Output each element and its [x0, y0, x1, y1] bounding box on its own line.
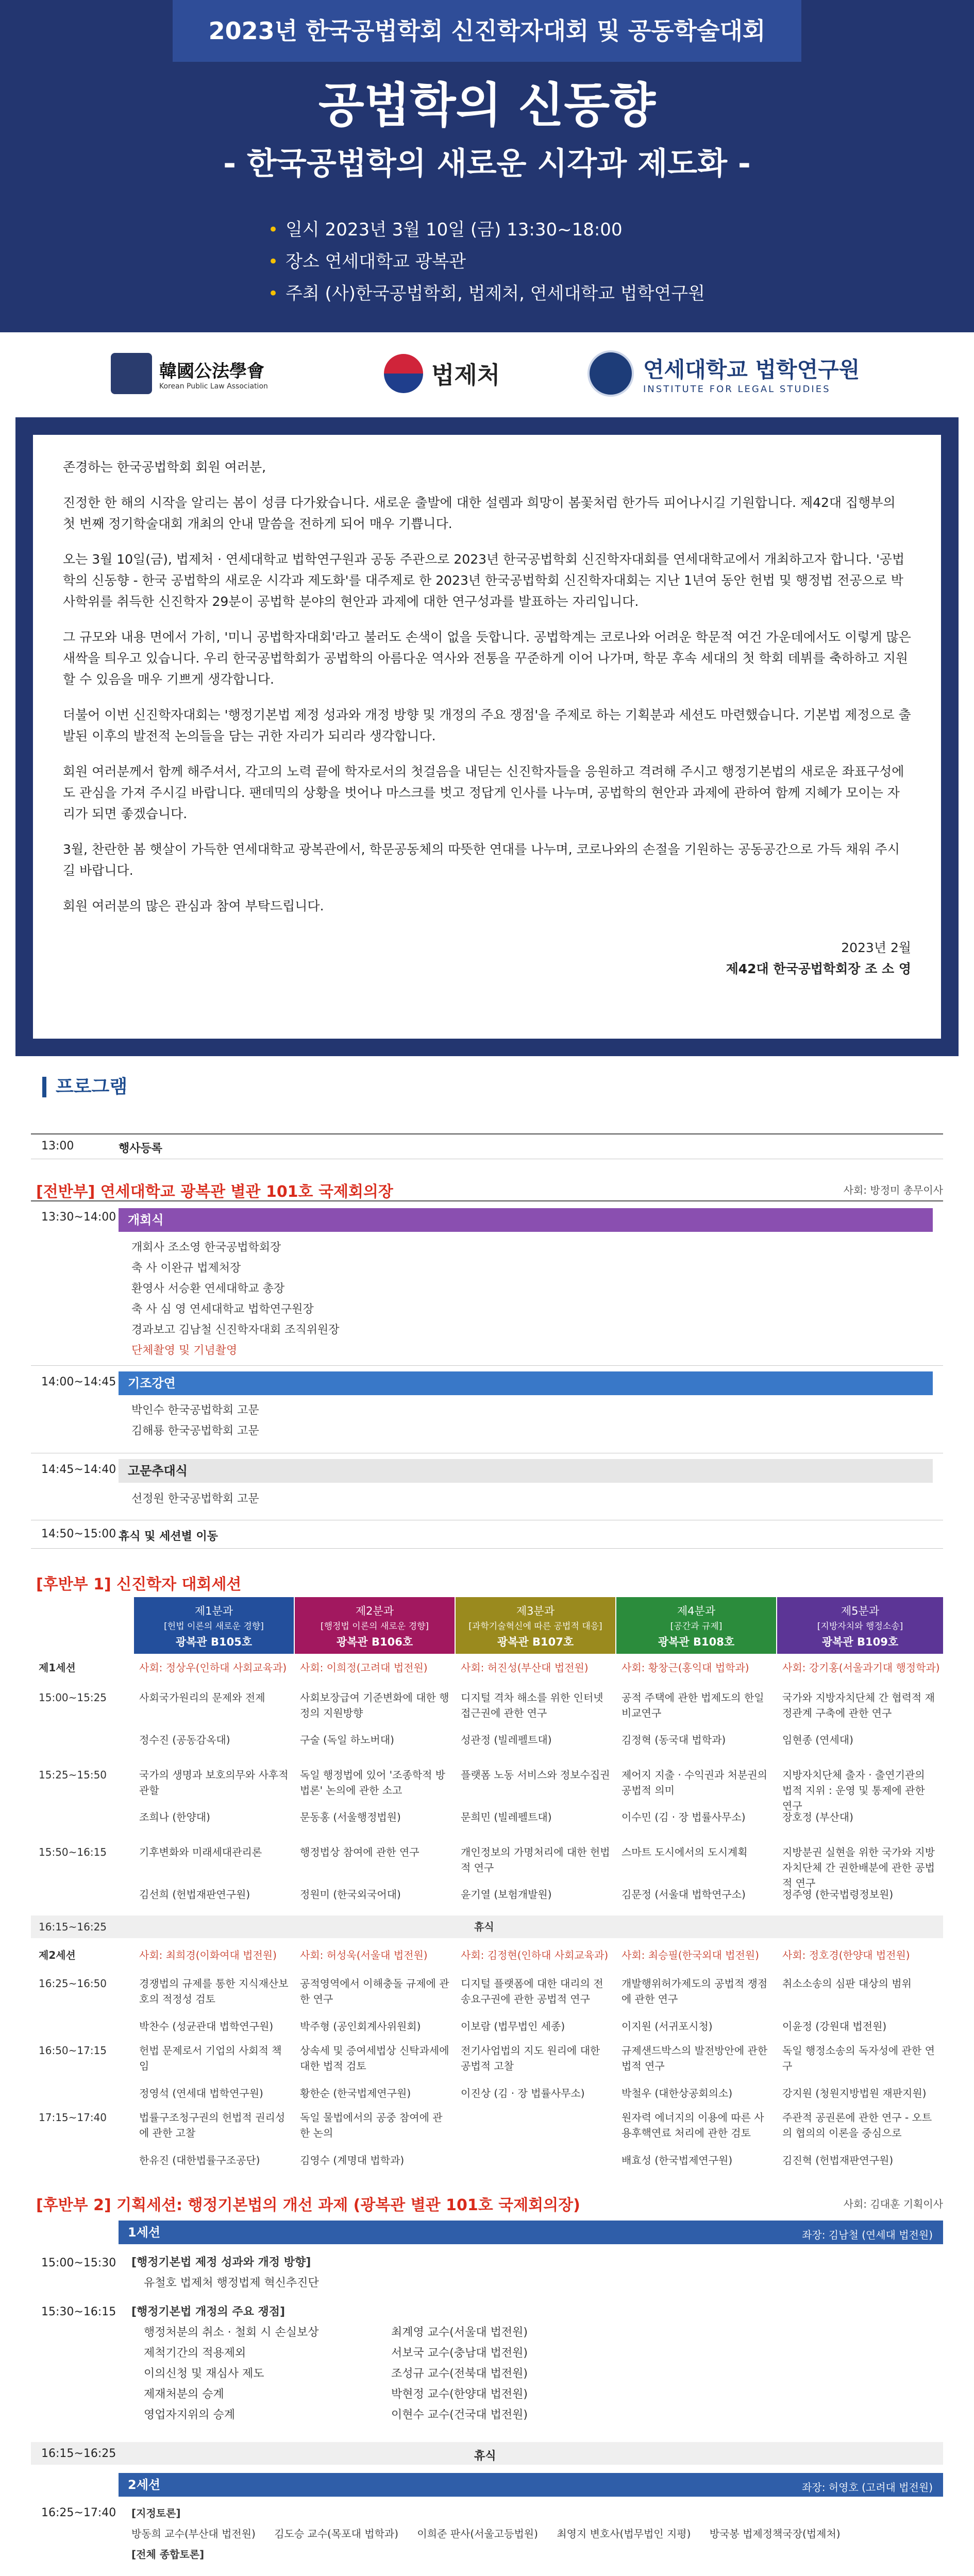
session1-bar: 1세션	[119, 2221, 943, 2244]
part1-chair: 사회: 방정미 총무이사	[843, 1184, 943, 1196]
kpla-name: 韓國公法學會	[159, 361, 264, 382]
program-section	[0, 1056, 974, 2576]
talk-title: 지방자치단체 출자 · 출연기관의 법적 지위 : 운영 및 통제에 관한 연구	[782, 1769, 925, 1812]
time-label: 13:30~14:00	[41, 1211, 116, 1224]
speaker: 문동홍 (서울행정법원)	[300, 1811, 401, 1823]
part2-title: [후반부 1] 신진학자 대회세션	[36, 1575, 242, 1594]
panel-list	[131, 2523, 935, 2544]
talk-title: 국가와 지방자치단체 간 협력적 재정관계 구축에 관한 연구	[782, 1691, 935, 1719]
speaker: 김문정 (서울대 법학연구소)	[622, 1888, 746, 1901]
speaker: 문희민 (빌레펠트대)	[461, 1811, 552, 1823]
divider	[31, 1365, 943, 1366]
session-chair: 사회: 정상우(인하대 사회교육과)	[139, 1662, 287, 1674]
list-item: 개회사 조소영 한국공법학회장	[131, 1241, 281, 1254]
time-label: 16:15~16:25	[39, 1921, 107, 1933]
session-grid	[31, 1597, 943, 2174]
session-label: 제2세션	[39, 1949, 76, 1961]
time-label: 16:25~17:40	[41, 2506, 116, 2519]
break-label: 휴식	[474, 2450, 496, 2463]
panelist: 방동희 교수(부산대 법전원)	[131, 2528, 256, 2540]
list-item: 경과보고 김남철 신진학자대회 조직위원장	[131, 1324, 340, 1336]
time-label: 13:00	[41, 1140, 74, 1153]
letter-paragraph: 회원 여러분께서 함께 해주셔서, 각고의 노력 끝에 학자로서의 첫걸음을 내딛는 신진학자들을 응원하고 격려해 주시고 행정기본법의 새로운 좌표구성에도 관심을 가져 주시길 바랍니다. 팬데믹의 상황을 벗어나 마스크를 벗고 정답게 인사를 나누며, 공법학의 현안과 과제에 관하여 함께 지혜가 모이는 자리가 되면 좋겠습니다.	[63, 764, 904, 821]
time-label: 15:00~15:30	[41, 2257, 116, 2269]
session2-bar: 2세션	[119, 2473, 943, 2497]
talk-title: 제어지 지출 · 수익권과 처분권의 공법적 의미	[622, 1769, 767, 1797]
talk-title: 헌법 문제로서 기업의 사회적 책임	[139, 2044, 282, 2072]
talk-title: 개발행위허가제도의 공법적 쟁점에 관한 연구	[622, 1977, 768, 2005]
speaker: 구술 (독일 하노버대)	[300, 1734, 394, 1746]
part3-title: [후반부 2] 기획세션: 행정기본법의 개선 과제 (광복관 별관 101호 국제회의장)	[36, 2196, 580, 2214]
session2-discussion	[131, 2503, 935, 2565]
talk-title: 지방분권 실현을 위한 국가와 지방자치단체 간 권한배분에 관한 공법적 연구	[782, 1846, 935, 1889]
room-header: 제1분과 [헌법 이론의 새로운 경향] 광복관 B105호	[134, 1597, 294, 1654]
speaker: 박주형 (공인회계사위원회)	[300, 2020, 421, 2032]
program-heading: 프로그램	[42, 1077, 127, 1097]
info-host: • 주최 (사)한국공법학회, 법제처, 연세대학교 법학연구원	[268, 283, 706, 304]
speaker: 한유진 (대한법률구조공단)	[139, 2154, 260, 2166]
page-subtitle: - 한국공법학의 새로운 시각과 제도화 -	[223, 146, 751, 182]
session-chair: 사회: 정호경(한양대 법전원)	[782, 1949, 910, 1961]
kpla-emblem-icon	[111, 353, 152, 394]
panelist: 최영지 변호사(법무법인 지평)	[557, 2528, 691, 2540]
time-label: 15:50~16:15	[39, 1846, 107, 1858]
moleg-logo	[384, 348, 500, 399]
talk-title: 디지털 플랫폼에 대한 대리의 전송요구권에 관한 공법적 연구	[461, 1977, 603, 2005]
session-chair: 사회: 허성욱(서울대 법전원)	[300, 1949, 428, 1961]
divider	[31, 1200, 943, 1201]
talk-title: 공적 주택에 관한 법제도의 한일 비교연구	[622, 1691, 764, 1719]
letter-paragraph: 더불어 이번 신진학자대회는 '행정기본법 제정 성과와 개정 방향 및 개정의 주요 쟁점'을 주제로 하는 기획분과 세션도 마련했습니다. 기본법 제정으로 출발된 이후의 발전적 논의들을 담는 귀한 자리가 되리라 생각합니다.	[63, 707, 911, 743]
session-chair: 사회: 김정현(인하대 사회교육과)	[461, 1949, 609, 1961]
time-label: 14:50~15:00	[41, 1528, 116, 1540]
speaker: 성관정 (빌레펠트대)	[461, 1734, 552, 1746]
time-label: 15:25~15:50	[39, 1769, 107, 1781]
talk-title: 주관적 공권론에 관한 연구 - 오트의 협의의 이론을 중심으로	[782, 2111, 932, 2139]
session-chair: 사회: 허진성(부산대 법전원)	[461, 1662, 589, 1674]
speaker: 유철호 법제처 행정법제 혁신추진단	[144, 2277, 319, 2290]
speaker: 정수진 (공동감옥대)	[139, 1734, 230, 1746]
speaker: 정영석 (연세대 법학연구원)	[139, 2087, 263, 2099]
session1-chair: 좌장: 김남철 (연세대 법전원)	[802, 2229, 933, 2241]
talk-title: 기후변화와 미래세대관리론	[139, 1846, 262, 1858]
event-banner: 2023년 한국공법학회 신진학자대회 및 공동학술대회	[173, 0, 801, 62]
keynote-list	[131, 1400, 259, 1442]
list-item: 환영사 서승환 연세대학교 총장	[131, 1282, 285, 1295]
letter-paragraph: 오는 3월 10일(금), 법제처 · 연세대학교 법학연구원과 공동 주관으로 2023년 한국공법학회 신진학자대회를 연세대학교에서 개최하고자 합니다. '공법학의 신동향 - 한국 공법학의 새로운 시각과 제도화'를 대주제로 한 2023년 한국공법학회 신진학자대회는 지난 1년여 동안 헌법 및 행정법 전공으로 박사학위를 취득한 신진학자 29분이 공법학 분야의 현안과 과제에 대한 연구성과를 발표하는 자리입니다.	[63, 552, 905, 609]
yonsei-seal-icon	[587, 350, 634, 397]
talk-title: 경쟁법의 규제를 통한 지식재산보호의 적정성 검토	[139, 1977, 289, 2005]
break-label: 휴식	[474, 1921, 494, 1933]
room-header: 제5분과 [지방자치와 행정소송] 광복관 B109호	[777, 1597, 943, 1654]
list-item: 박인수 한국공법학회 고문	[131, 1404, 259, 1417]
room-header: 제3분과 [과학기술혁신에 따른 공법적 대응] 광복관 B107호	[456, 1597, 615, 1654]
panelist: 이희준 판사(서울고등법원)	[417, 2528, 538, 2540]
bullet-icon: •	[268, 283, 279, 304]
letter-signature	[63, 937, 911, 979]
talk-title: 규제샌드박스의 발전방안에 관한 법적 연구	[622, 2044, 768, 2072]
bullet-icon: •	[268, 219, 279, 240]
part1-title: [전반부] 연세대학교 광복관 별관 101호 국제회의장	[36, 1183, 393, 1201]
talk-title: 독일 행정소송의 독자성에 관한 연구	[782, 2044, 935, 2072]
time-label: 15:00~15:25	[39, 1691, 107, 1704]
speaker: 조희나 (한양대)	[139, 1811, 210, 1823]
header	[0, 0, 974, 332]
kpla-en: Korean Public Law Association	[159, 382, 268, 391]
speaker: 황한순 (한국법제연구원)	[300, 2087, 411, 2099]
speaker: 장호정 (부산대)	[782, 1811, 853, 1823]
talk-title: [전체 종합토론]	[131, 2548, 205, 2561]
session1-talk	[131, 2252, 319, 2294]
list-item: 영업자지위의 승계 이현수 교수(건국대 법전원)	[144, 2409, 528, 2421]
talk-title: 행정법상 참여에 관한 연구	[300, 1846, 419, 1858]
speaker: 박찬수 (성균관대 법학연구원)	[139, 2020, 274, 2032]
list-item: 제재처분의 승계 박현정 교수(한양대 법전원)	[144, 2388, 528, 2401]
registration-row	[31, 1133, 943, 1159]
letter-paragraph: 그 규모와 내용 면에서 가히, '미니 공법학자대회'라고 불러도 손색이 없을 듯합니다. 공법학계는 코로나와 어려운 학문적 여건 가운데에서도 이렇게 많은 새싹을 틔우고 있습니다. 우리 한국공법학회가 공법학의 아름다운 역사와 전통을 꾸준하게 이어 나가며, 학문 후속 세대의 첫 학회 데뷔를 축하하고 지원할 수 있음을 매우 기쁘게 생각합니다.	[63, 630, 911, 687]
speaker: 이수민 (김 · 장 법률사무소)	[622, 1811, 746, 1823]
opening-bar: 개회식	[119, 1208, 933, 1232]
letter-body	[33, 435, 941, 1039]
yonsei-name: 연세대학교 법학연구원	[643, 357, 860, 382]
session-chair: 사회: 최승필(한국외대 법전원)	[622, 1949, 759, 1961]
kpla-logo	[111, 348, 268, 399]
talk-title: 독일 행정법에 있어 '조종학적 방법론' 논의에 관한 소고	[300, 1769, 446, 1797]
talk-title: 사회국가원리의 문제와 전제	[139, 1691, 265, 1704]
advisor-list	[131, 1489, 259, 1510]
letter-paragraph: 회원 여러분의 많은 관심과 참여 부탁드립니다.	[63, 899, 324, 913]
talk-title: 플랫폼 노동 서비스와 정보수집권	[461, 1769, 610, 1781]
taegeuk-icon	[384, 354, 423, 393]
list-item: 선정원 한국공법학회 고문	[131, 1493, 259, 1505]
time-label: 17:15~17:40	[39, 2111, 107, 2124]
letter-paragraph: 진정한 한 해의 시작을 알리는 봄이 성큼 다가왔습니다. 새로운 출발에 대한 설렘과 희망이 봄꽃처럼 한가득 피어나시길 기원합니다. 제42대 집행부의 첫 번째 정기학술대회 개최의 안내 말씀을 전하게 되어 매우 기쁩니다.	[63, 495, 896, 531]
yonsei-logo	[587, 348, 860, 399]
letter-paragraph: 3월, 찬란한 봄 햇살이 가득한 연세대학교 광복관에서, 학문공동체의 따뜻한 연대를 나누며, 코로나와의 손절을 기원하는 공동공간으로 가득 채워 주시길 바랍니다.	[63, 842, 900, 878]
talk-title: 전기사업법의 지도 원리에 대한 공법적 고찰	[461, 2044, 600, 2072]
list-item: 축 사 이완규 법제처장	[131, 1262, 241, 1275]
talk-title: 사회보장급여 기준변화에 대한 행정의 지원방향	[300, 1691, 449, 1719]
session-chair: 사회: 강기홍(서울과기대 행정학과)	[782, 1662, 940, 1674]
logo-bar	[0, 332, 974, 417]
session1-topics	[131, 2302, 647, 2426]
opening-list	[131, 1238, 340, 1361]
speaker: 강지원 (청원지방법원 재판지원)	[782, 2087, 927, 2099]
session-chair: 사회: 이희정(고려대 법전원)	[300, 1662, 428, 1674]
bullet-icon: •	[268, 251, 279, 272]
break-label: 휴식 및 세션별 이동	[119, 1530, 218, 1543]
time-label: 14:00~14:45	[41, 1376, 116, 1388]
speaker: 정원미 (한국외국어대)	[300, 1888, 401, 1901]
speaker: 이보람 (법무법인 세종)	[461, 2020, 565, 2032]
keynote-bar: 기조강연	[119, 1371, 933, 1395]
time-label: 16:15~16:25	[41, 2447, 116, 2460]
divider	[31, 1548, 943, 1549]
time-label: 16:25~16:50	[39, 1977, 107, 1990]
letter-signer: 제42대 한국공법학회장 조 소 영	[726, 961, 911, 976]
yonsei-en: INSTITUTE FOR LEGAL STUDIES	[643, 383, 831, 395]
speaker: 박철우 (대한상공회의소)	[622, 2087, 733, 2099]
talk-title: [지정토론]	[131, 2507, 181, 2519]
talk-title: 원자력 에너지의 이용에 따른 사용후핵연료 처리에 관한 검토	[622, 2111, 764, 2139]
part3-chair: 사회: 김대훈 기획이사	[843, 2198, 943, 2210]
speaker: 이진상 (김 · 장 법률사무소)	[461, 2087, 585, 2099]
letter-paragraph: 존경하는 한국공법학회 회원 여러분,	[63, 460, 266, 474]
panelist: 김도승 교수(목포대 법학과)	[274, 2528, 399, 2540]
time-label: 15:30~16:15	[41, 2306, 116, 2318]
list-item: 제척기간의 적용제외 서보국 교수(충남대 법전원)	[144, 2347, 528, 2360]
speaker: 김정혁 (동국대 법학과)	[622, 1734, 726, 1746]
room-header: 제2분과 [행정법 이론의 새로운 경향] 광복관 B106호	[295, 1597, 455, 1654]
list-item: 단체촬영 및 기념촬영	[131, 1344, 238, 1357]
moleg-name: 법제처	[431, 361, 500, 389]
talk-title: [행정기본법 개정의 주요 쟁점]	[131, 2306, 286, 2318]
talk-title: 디지털 격차 해소를 위한 인터넷 접근권에 관한 연구	[461, 1691, 603, 1719]
speaker: 배효성 (한국법제연구원)	[622, 2154, 733, 2166]
list-item: 축 사 심 영 연세대학교 법학연구원장	[131, 1303, 314, 1316]
letter-date: 2023년 2월	[841, 940, 911, 955]
event-info	[268, 214, 705, 310]
panelist: 방국봉 법제정책국장(법제처)	[709, 2528, 841, 2540]
talk-title: 국가의 생명과 보호의무와 사후적 관할	[139, 1769, 289, 1797]
info-date: • 일시 2023년 3월 10일 (금) 13:30~18:00	[268, 219, 623, 240]
talk-title: 독일 물법에서의 공중 참여에 관한 논의	[300, 2111, 443, 2139]
talk-title: [행정기본법 제정 성과와 개정 방향]	[131, 2256, 311, 2269]
talk-title: 개인정보의 가명처리에 대한 헌법적 연구	[461, 1846, 610, 1874]
list-item: 행정처분의 취소 · 철회 시 손실보상 최계영 교수(서울대 법전원)	[144, 2326, 528, 2339]
talk-title: 스마트 도시에서의 도시계획	[622, 1846, 748, 1858]
registration-label: 행사등록	[119, 1142, 163, 1155]
speaker: 이윤정 (강원대 법전원)	[782, 2020, 887, 2032]
talk-title: 상속세 및 증여세법상 신탁과세에 대한 법적 검토	[300, 2044, 449, 2072]
speaker: 김선희 (헌법재판연구원)	[139, 1888, 250, 1901]
list-item: 김해룡 한국공법학회 고문	[131, 1425, 259, 1437]
speaker: 임현종 (연세대)	[782, 1734, 853, 1746]
talk-title: 취소소송의 심판 대상의 범위	[782, 1977, 912, 1990]
session-chair: 사회: 황창근(홍익대 법학과)	[622, 1662, 749, 1674]
info-place: • 장소 연세대학교 광복관	[268, 251, 466, 272]
speaker: 윤기열 (보험개발원)	[461, 1888, 552, 1901]
greeting-letter	[15, 417, 959, 1056]
speaker: 이지원 (서귀포시청)	[622, 2020, 713, 2032]
page-title: 공법학의 신동향	[318, 78, 656, 133]
session-label: 제1세션	[39, 1662, 76, 1674]
talk-title: 법률구조청구권의 헌법적 권리성에 관한 고찰	[139, 2111, 286, 2139]
advisor-bar: 고문추대식	[119, 1459, 933, 1483]
speaker: 김진혁 (헌법재판연구원)	[782, 2154, 894, 2166]
talk-title: 공적영역에서 이해충돌 규제에 관한 연구	[300, 1977, 449, 2005]
time-label: 14:45~14:40	[41, 1463, 116, 1476]
time-label: 16:50~17:15	[39, 2044, 107, 2057]
list-item: 이의신청 및 재심사 제도 조성규 교수(전북대 법전원)	[144, 2367, 528, 2380]
room-header: 제4분과 [공간과 규제] 광복관 B108호	[616, 1597, 776, 1654]
speaker: 정주영 (한국법령정보원)	[782, 1888, 894, 1901]
session2-chair: 좌장: 허영호 (고려대 법전원)	[802, 2481, 933, 2494]
speaker: 김영수 (계명대 법학과)	[300, 2154, 405, 2166]
session-chair: 사회: 최희경(이화여대 법전원)	[139, 1949, 277, 1961]
